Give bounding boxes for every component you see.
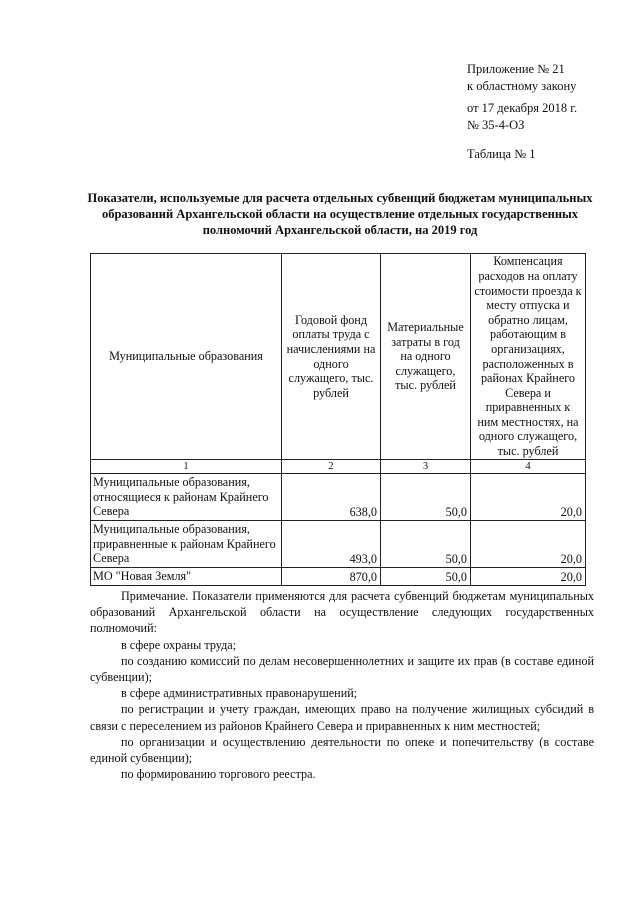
row-payroll: 870,0 <box>282 568 381 586</box>
note-item: по созданию комиссий по делам несовершеннолетних и защите их прав (в составе единой субвенции); <box>90 653 594 685</box>
row-name: МО "Новая Земля" <box>91 568 282 586</box>
table-row <box>91 568 586 586</box>
note-item: в сфере охраны труда; <box>121 637 237 652</box>
indicators-table <box>90 253 586 586</box>
note-item: по регистрации и учету граждан, имеющих право на получение жилищных субсидий в связи с переселением из районов Крайнего Севера и приравненных к ним местностей; <box>90 702 594 733</box>
column-number: 3 <box>381 460 471 474</box>
note-item: по организации и осуществлению деятельности по опеке и попечительству (в составе единой субвенции); <box>90 734 594 766</box>
header-material-costs: Материальные затраты в год на одного служащего, тыс. рублей <box>381 254 471 460</box>
document-title: Показатели, используемые для расчета отдельных субвенций бюджетам муниципальных образований Архангельской области на осуществление отдельных государственных полномочий Архангельской области, на 2019 год <box>87 191 593 237</box>
note-intro: Примечание. Показатели применяются для расчета субвенций бюджетам муниципальных образований Архангельской области на осуществление следующих государственных полномочий: <box>90 589 594 636</box>
header-municipalities: Муниципальные образования <box>91 254 282 460</box>
column-number: 2 <box>282 460 381 474</box>
row-material: 50,0 <box>381 568 471 586</box>
row-name: Муниципальные образования, относящиеся к районам Крайнего Севера <box>91 474 282 521</box>
row-travel: 20,0 <box>471 568 586 586</box>
row-material: 50,0 <box>381 474 471 521</box>
row-payroll: 493,0 <box>282 521 381 568</box>
table-label: Таблица № 1 <box>467 147 536 161</box>
appendix-date: от 17 декабря 2018 г. <box>467 101 578 115</box>
row-travel: 20,0 <box>471 474 586 521</box>
table-row <box>91 521 586 568</box>
appendix-law: к областному закону <box>467 79 577 93</box>
table-header-row <box>91 254 586 460</box>
row-travel: 20,0 <box>471 521 586 568</box>
column-number: 1 <box>91 460 282 474</box>
row-material: 50,0 <box>381 521 471 568</box>
appendix-number: Приложение № 21 <box>467 62 565 76</box>
row-name: Муниципальные образования, приравненные к районам Крайнего Севера <box>91 521 282 568</box>
column-number-row <box>91 460 586 474</box>
header-payroll: Годовой фонд оплаты труда с начислениями на одного служащего, тыс. рублей <box>282 254 381 460</box>
appendix-law-number: № 35-4-ОЗ <box>467 118 525 132</box>
appendix-block <box>467 61 577 163</box>
table-row <box>91 474 586 521</box>
note-block <box>90 588 594 782</box>
column-number: 4 <box>471 460 586 474</box>
note-item: по формированию торгового реестра. <box>121 767 316 782</box>
row-payroll: 638,0 <box>282 474 381 521</box>
note-item: в сфере административных правонарушений; <box>121 686 358 701</box>
header-travel-compensation: Компенсация расходов на оплату стоимости проезда к месту отпуска и обратно лицам, работающим в организациях, расположенных в районах Крайнего Севера и приравненных к ним местностях, на одного служащего, тыс. рублей <box>471 254 586 460</box>
